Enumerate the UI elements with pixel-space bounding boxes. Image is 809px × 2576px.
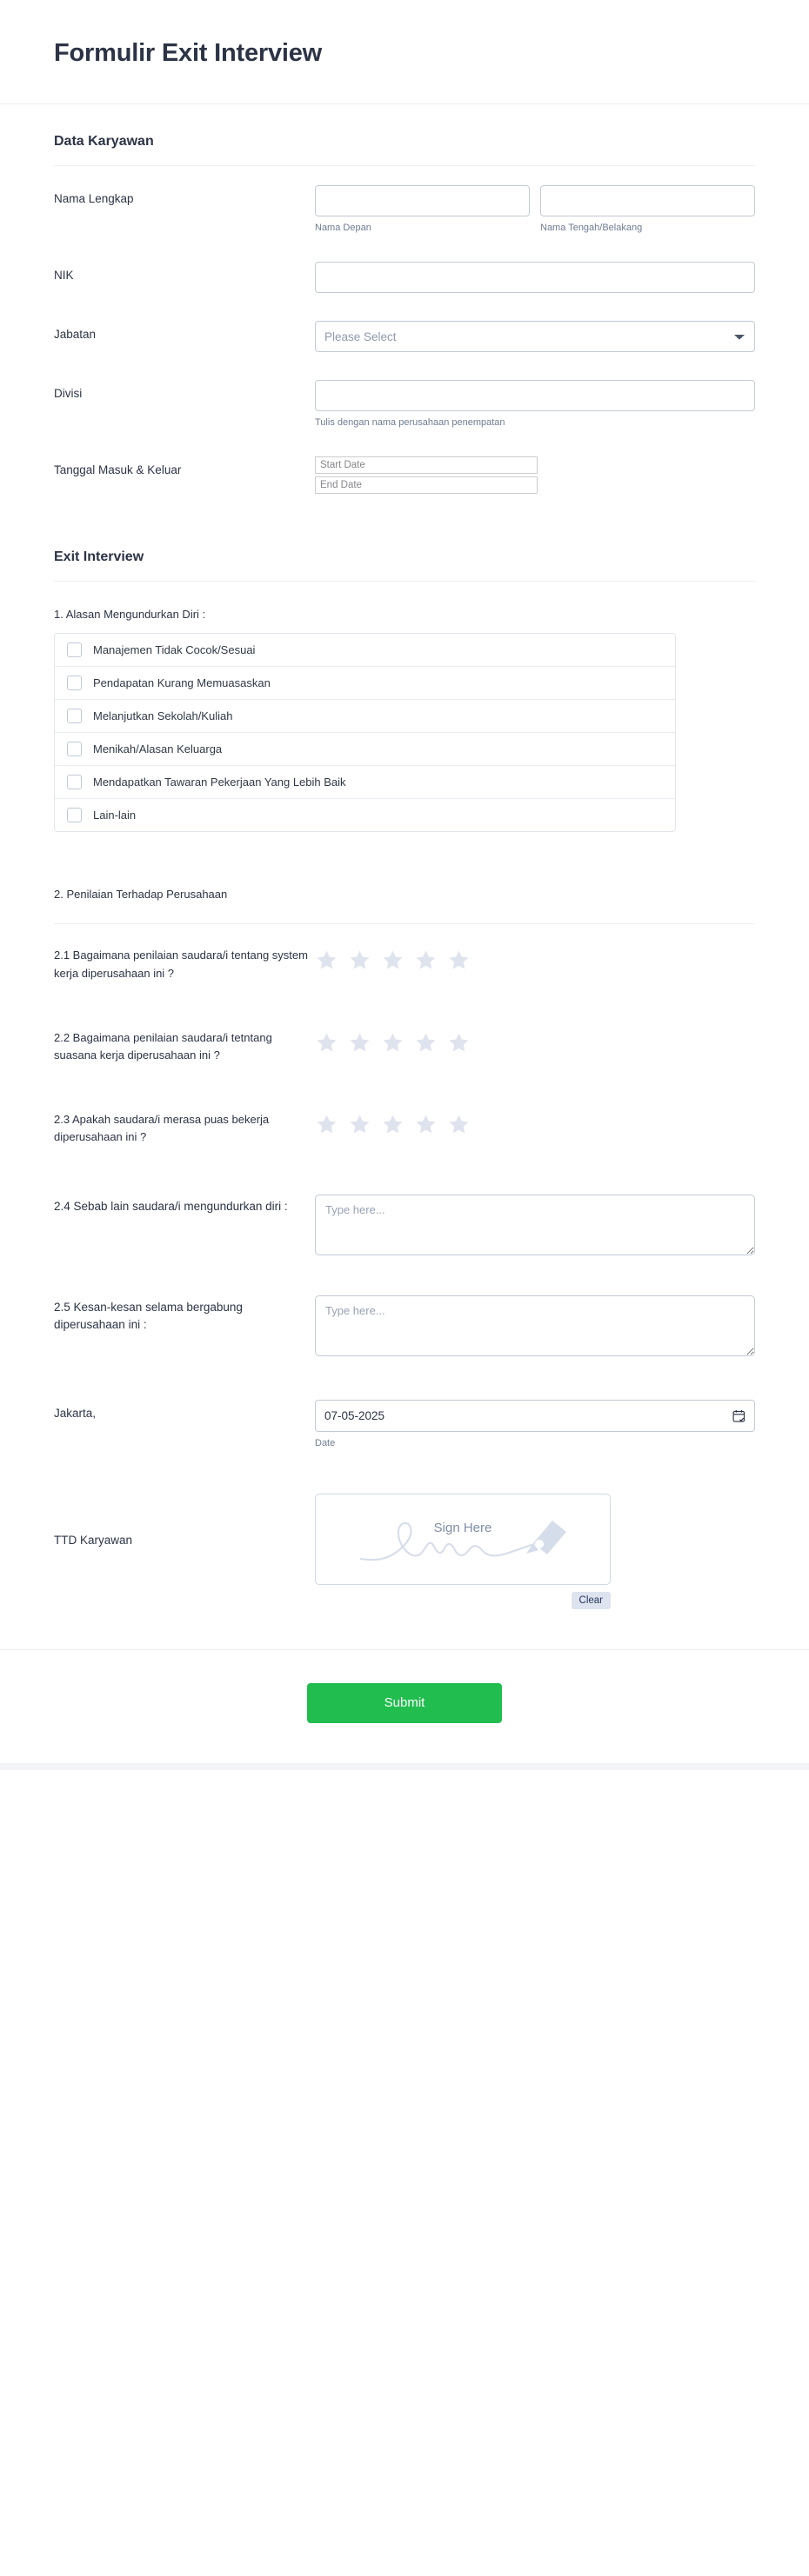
checkbox-label: Manajemen Tidak Cocok/Sesuai xyxy=(93,643,256,657)
checkbox-label: Mendapatkan Tawaran Pekerjaan Yang Lebih Baik xyxy=(93,775,346,789)
control-nik xyxy=(315,262,755,293)
question-2-label: 2. Penilaian Terhadap Perusahaan xyxy=(54,888,228,902)
star-icon[interactable] xyxy=(381,1113,404,1136)
checkbox-icon[interactable] xyxy=(67,808,82,822)
signature-placeholder-art xyxy=(354,1505,572,1573)
form-header xyxy=(0,0,809,104)
date-input-wrap xyxy=(315,1400,755,1432)
list-item[interactable] xyxy=(55,634,675,667)
checkbox-label: Menikah/Alasan Keluarga xyxy=(93,742,223,756)
field-row-nik xyxy=(54,243,755,302)
bottom-strip xyxy=(0,1763,809,1770)
checkbox-label: Pendapatan Kurang Memuasaskan xyxy=(93,676,271,690)
control-ttd xyxy=(315,1494,755,1609)
label-2-4: 2.4 Sebab lain saudara/i mengundurkan diri : xyxy=(54,1200,288,1214)
label-nik: NIK xyxy=(54,269,74,283)
star-icon[interactable] xyxy=(447,949,471,972)
checkbox-icon[interactable] xyxy=(67,775,82,789)
star-icon[interactable] xyxy=(315,949,338,972)
end-date-input[interactable] xyxy=(315,476,538,494)
field-row-2-5 xyxy=(54,1264,755,1365)
star-icon[interactable] xyxy=(381,949,404,972)
field-row-jabatan xyxy=(54,302,755,361)
name-grid xyxy=(315,185,755,234)
field-row-nama-lengkap xyxy=(54,166,755,243)
calendar-icon[interactable] xyxy=(732,1409,745,1423)
clear-signature-button[interactable]: Clear xyxy=(572,1592,611,1609)
star-icon[interactable] xyxy=(315,1031,338,1055)
star-rating-2-3[interactable] xyxy=(315,1111,471,1136)
rating-label-2-3: 2.3 Apakah saudara/i merasa puas bekerja diperusahaan ini ? xyxy=(54,1112,270,1144)
field-row-divisi xyxy=(54,361,755,437)
section-heading-wrap-exit xyxy=(54,503,755,565)
nik-input[interactable] xyxy=(315,262,755,293)
star-icon[interactable] xyxy=(348,1031,371,1055)
control-jakarta-date xyxy=(315,1400,755,1449)
star-icon[interactable] xyxy=(315,1113,338,1136)
rating-row-2-2 xyxy=(54,995,755,1076)
star-rating-2-1[interactable] xyxy=(315,947,471,972)
sub-label-nama-tengah-belakang: Nama Tengah/Belakang xyxy=(540,222,643,233)
checkbox-icon[interactable] xyxy=(67,742,82,756)
checkbox-icon[interactable] xyxy=(67,676,82,690)
name-col-first xyxy=(315,185,530,234)
rating-label-2-1: 2.1 Bagaimana penilaian saudara/i tentang system kerja diperusahaan ini ? xyxy=(54,949,308,980)
rating-label-2-2: 2.2 Bagaimana penilaian saudara/i tetntang suasana kerja diperusahaan ini ? xyxy=(54,1030,272,1062)
date-range-pair xyxy=(315,456,538,494)
star-icon[interactable] xyxy=(447,1113,471,1136)
section-heading-wrap xyxy=(54,104,755,150)
list-item[interactable] xyxy=(55,667,675,700)
control-tanggal-masuk-keluar xyxy=(315,456,755,494)
first-name-input[interactable] xyxy=(315,185,530,216)
alasan-checkbox-list xyxy=(54,633,676,832)
list-item[interactable] xyxy=(55,700,675,733)
control-2-4 xyxy=(315,1195,755,1255)
question-1-block xyxy=(54,582,755,832)
checkbox-label: Lain-lain xyxy=(93,809,137,822)
control-2-5 xyxy=(315,1295,755,1356)
section-data-karyawan xyxy=(0,104,809,503)
label-tanggal-masuk-keluar: Tanggal Masuk & Keluar xyxy=(54,463,182,477)
label-2-5: 2.5 Kesan-kesan selama bergabung diperusahaan ini : xyxy=(54,1301,243,1331)
star-icon[interactable] xyxy=(447,1031,471,1055)
section-exit-interview xyxy=(0,503,809,1617)
signature-pad[interactable] xyxy=(315,1494,611,1585)
jakarta-date-input[interactable] xyxy=(315,1400,755,1432)
submit-button[interactable]: Submit xyxy=(307,1683,502,1723)
question-2-block xyxy=(54,832,755,901)
star-icon[interactable] xyxy=(348,1113,371,1136)
sebab-lain-textarea[interactable] xyxy=(315,1195,755,1255)
field-row-jakarta-date xyxy=(54,1365,755,1458)
clear-button-row xyxy=(315,1592,611,1609)
field-row-ttd xyxy=(54,1459,755,1618)
control-jabatan xyxy=(315,321,755,352)
checkbox-icon[interactable] xyxy=(67,642,82,657)
sub-label-divisi: Tulis dengan nama perusahaan penempatan xyxy=(315,417,505,429)
divisi-input[interactable] xyxy=(315,380,755,411)
sign-here-label: Sign Here xyxy=(433,1520,492,1535)
question-1-label: 1. Alasan Mengundurkan Diri : xyxy=(54,608,206,622)
rating-row-2-1 xyxy=(54,924,755,994)
label-nama-lengkap: Nama Lengkap xyxy=(54,191,134,205)
label-jakarta: Jakarta, xyxy=(54,1407,97,1421)
sub-label-date: Date xyxy=(315,1438,336,1449)
jabatan-select[interactable] xyxy=(315,321,755,352)
section-title-exit-interview: Exit Interview xyxy=(54,549,144,565)
star-icon[interactable] xyxy=(414,1031,438,1055)
label-divisi: Divisi xyxy=(54,387,83,401)
checkbox-icon[interactable] xyxy=(67,709,82,723)
kesan-kesan-textarea[interactable] xyxy=(315,1295,755,1356)
label-jabatan: Jabatan xyxy=(54,328,97,342)
star-icon[interactable] xyxy=(414,1113,438,1136)
start-date-input[interactable] xyxy=(315,456,538,474)
name-col-last xyxy=(540,185,755,234)
list-item[interactable] xyxy=(55,799,675,831)
control-divisi xyxy=(315,380,755,429)
checkbox-label: Melanjutkan Sekolah/Kuliah xyxy=(93,709,233,723)
list-item[interactable] xyxy=(55,733,675,766)
list-item[interactable] xyxy=(55,766,675,799)
star-icon[interactable] xyxy=(414,949,438,972)
control-nama-lengkap xyxy=(315,185,755,234)
section-title-data-karyawan: Data Karyawan xyxy=(54,133,154,149)
submit-area xyxy=(0,1650,809,1763)
field-row-2-4 xyxy=(54,1158,755,1264)
rating-row-2-3 xyxy=(54,1076,755,1158)
page-title: Formulir Exit Interview xyxy=(54,39,323,67)
star-icon[interactable] xyxy=(381,1031,404,1055)
label-ttd-karyawan: TTD Karyawan xyxy=(54,1533,133,1547)
star-rating-2-2[interactable] xyxy=(315,1029,471,1055)
last-name-input[interactable] xyxy=(540,185,755,216)
field-row-tanggal-masuk-keluar xyxy=(54,437,755,503)
star-icon[interactable] xyxy=(348,949,371,972)
sub-label-nama-depan: Nama Depan xyxy=(315,222,371,233)
